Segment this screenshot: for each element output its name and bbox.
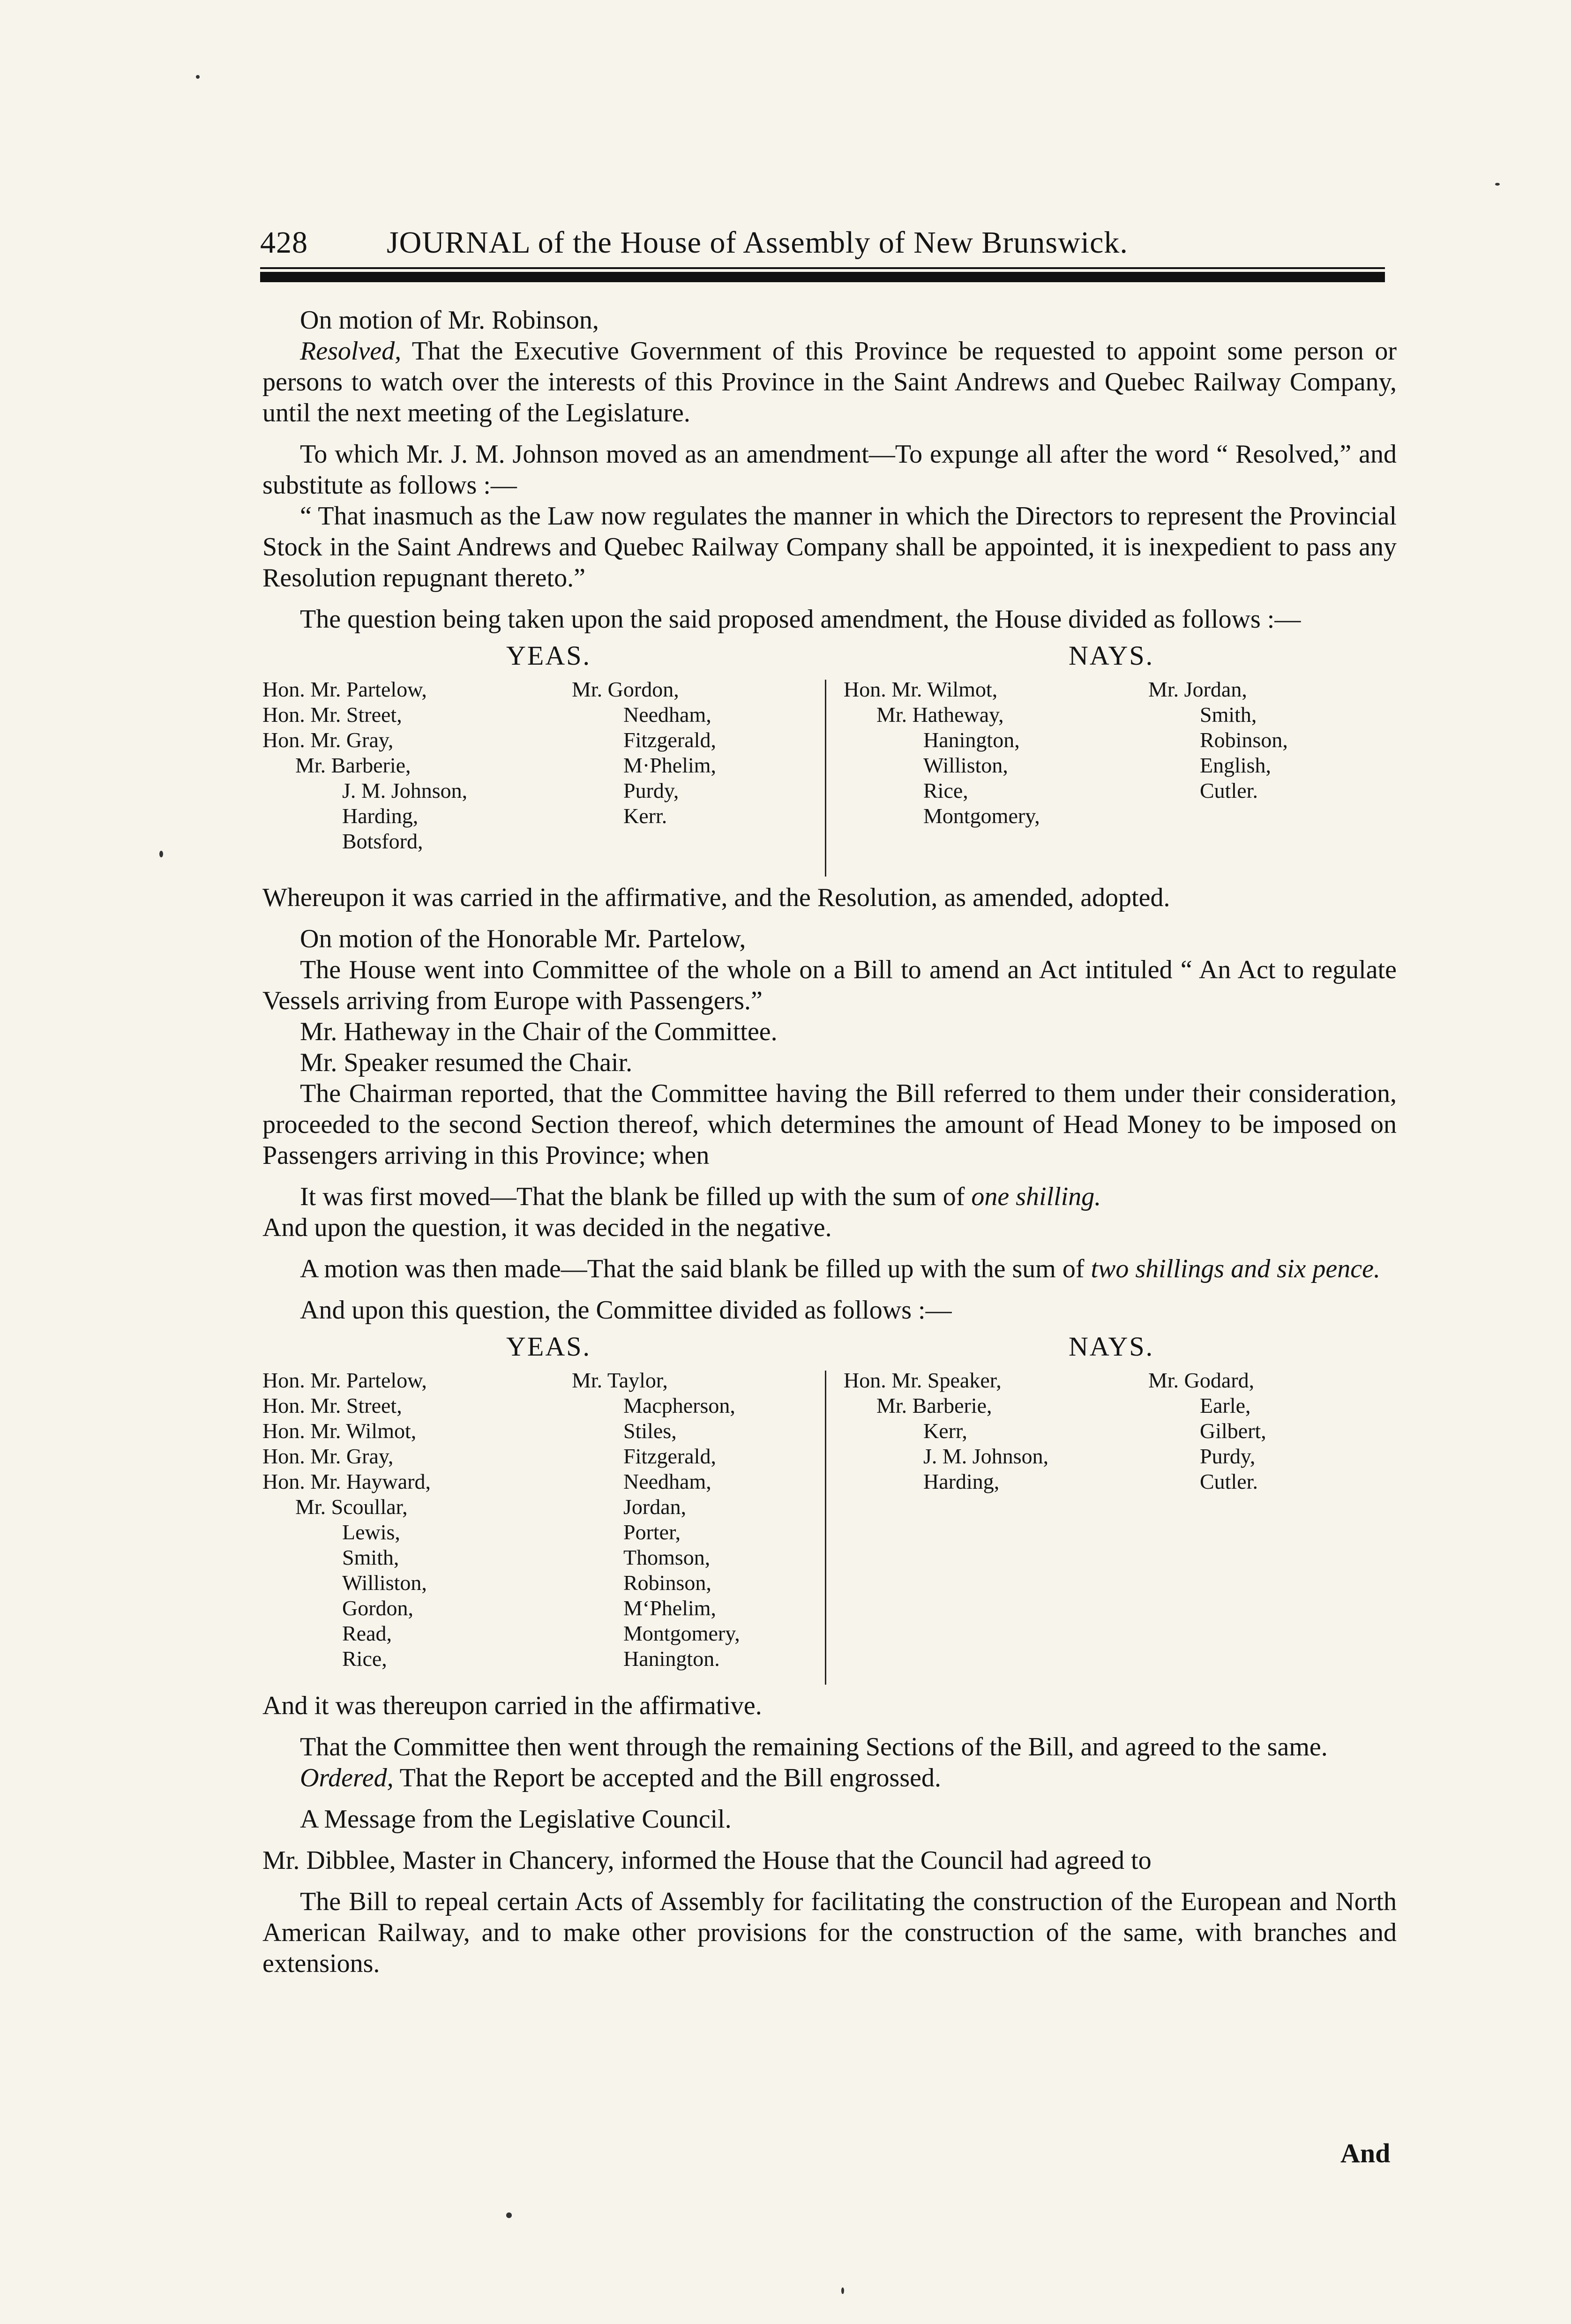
member-name: Fitzgerald, [623,1444,716,1468]
committee-of-whole: The House went into Committee of the whole on a Bill to amend an Act intituled “ An Act to regulate Vessels arriving from Europe with Passengers.” [262,955,1397,1015]
member-name: Mr. Barberie, [876,1394,992,1417]
member-name: Smith, [1200,703,1257,727]
second-motion [262,1253,1397,1284]
member-name: Hanington, [923,728,1020,752]
member-name: Harding, [923,1469,1000,1493]
member-name: Jordan, [623,1495,687,1519]
member-name: Fitzgerald, [623,728,716,752]
paper-speck [841,2287,844,2294]
member-name: Mr. Godard, [1148,1368,1255,1392]
nays-column-1 [844,1368,1048,1494]
member-name: Montgomery, [923,804,1040,828]
member-name: Smith, [342,1545,399,1569]
carried-affirmative: And it was thereupon carried in the affirmative. [262,1691,762,1720]
speaker-resumed: Mr. Speaker resumed the Chair. [300,1048,633,1077]
member-name: Hon. Mr. Wilmot, [262,1419,417,1443]
member-name: Mr. Barberie, [295,753,411,777]
amendment-johnson: To which Mr. J. M. Johnson moved as an amendment—To expunge all after the word “ Resolved,” and substitute as follows :— [262,440,1397,500]
yeas-column-1 [262,677,467,854]
railway-bill: The Bill to repeal certain Acts of Assembly for facilitating the construction of the European and North American Railway, and to make other provisions for the construction of the same, with branches and extensions. [262,1887,1397,1978]
page-number: 428 [260,225,308,260]
member-name: Rice, [923,779,968,802]
resolved-label: Resolved, [300,337,402,366]
member-name: J. M. Johnson, [342,779,468,802]
member-name: Kerr, [923,1419,967,1443]
paper-speck [1495,183,1500,186]
yeas-heading: YEAS. [506,640,591,671]
member-name: Harding, [342,804,419,828]
member-name: Mr. Scoullar, [295,1495,408,1519]
division-list-2 [262,1331,1397,1690]
first-motion-sum: one shilling. [971,1182,1101,1211]
member-name: J. M. Johnson, [923,1444,1049,1468]
resolution-robinson [262,336,1397,428]
member-name: Hon. Mr. Speaker, [844,1368,1002,1392]
member-name: Kerr. [623,804,667,828]
member-name: Montgomery, [623,1621,740,1645]
member-name: Mr. Taylor, [572,1368,668,1392]
nays-column-2 [1148,677,1288,803]
member-name: Gilbert, [1200,1419,1266,1443]
motion-robinson: On motion of Mr. Robinson, [300,306,599,335]
member-name: Rice, [342,1647,387,1671]
member-name: Macpherson, [623,1394,735,1417]
division-intro-2: And upon this question, the Committee divided as follows :— [300,1296,952,1325]
member-name: Robinson, [1200,728,1288,752]
member-name: Earle, [1200,1394,1251,1417]
member-name: Gordon, [342,1596,414,1620]
member-name: Hon. Mr. Partelow, [262,677,427,701]
member-name: Mr. Hatheway, [876,703,1004,727]
division-list-1 [262,640,1397,882]
member-name: Robinson, [623,1571,711,1595]
member-name: Thomson, [623,1545,711,1569]
dibblee-report: Mr. Dibblee, Master in Chancery, informed the House that the Council had agreed to [262,1846,1152,1875]
member-name: Hon. Mr. Gray, [262,1444,394,1468]
division-intro-1: The question being taken upon the said proposed amendment, the House divided as follows :— [300,605,1301,634]
member-name: Hon. Mr. Street, [262,703,402,727]
member-name: Hon. Mr. Partelow, [262,1368,427,1392]
first-motion-result: And upon the question, it was decided in the negative. [262,1213,832,1242]
motion-partelow: On motion of the Honorable Mr. Partelow, [300,924,746,953]
member-name: Purdy, [1200,1444,1256,1468]
chairman-report: The Chairman reported, that the Committee having the Bill referred to them under their consideration, proceeded to the second Section thereof, which determines the amount of Head Money to be imposed on Passengers arriving in this Province; when [262,1079,1397,1170]
vote-divider [825,1371,826,1685]
paper-speck [159,851,163,857]
council-message: A Message from the Legislative Council. [300,1805,732,1834]
member-name: Williston, [923,753,1008,777]
header-rule-thick [260,272,1385,282]
member-name: Porter, [623,1520,681,1544]
member-name: Hon. Mr. Street, [262,1394,402,1417]
member-name: Mr. Jordan, [1148,677,1247,701]
paper-speck [196,75,200,79]
paper-speck [506,2212,512,2218]
member-name: English, [1200,753,1272,777]
member-name: Lewis, [342,1520,400,1544]
member-name: M‘Phelim, [623,1596,717,1620]
yeas-heading: YEAS. [506,1331,591,1362]
header-rule-thin [260,267,1385,269]
journal-title: JOURNAL of the House of Assembly of New Brunswick. [387,225,1128,260]
member-name: Hanington. [623,1647,720,1671]
order-text: That the Report be accepted and the Bill engrossed. [393,1763,941,1792]
member-name: Mr. Gordon, [572,677,679,701]
second-motion-text: A motion was then made—That the said blank be filled up with the sum of [300,1254,1091,1283]
member-name: Needham, [623,1469,711,1493]
member-name: Hon. Mr. Wilmot, [844,677,998,701]
catchword: And [1340,2138,1391,2168]
ordered-label: Ordered, [300,1763,394,1792]
member-name: Hon. Mr. Gray, [262,728,394,752]
member-name: Needham, [623,703,711,727]
yeas-column-2 [572,1368,740,1672]
member-name: Hon. Mr. Hayward, [262,1469,431,1493]
member-name: Cutler. [1200,779,1258,802]
resolution-text: That the Executive Government of this Province be requested to appoint some person or persons to watch over the interests of this Province in the Saint Andrews and Quebec Railway Company, until the next meeting of the Legislature. [262,337,1397,427]
first-motion [262,1181,1397,1212]
member-name: Cutler. [1200,1469,1258,1493]
second-motion-sum: two shillings and six pence. [1091,1254,1380,1283]
first-motion-text: It was first moved—That the blank be filled up with the sum of [300,1182,972,1211]
yeas-column-1 [262,1368,431,1672]
chair-of-committee: Mr. Hatheway in the Chair of the Committee. [300,1017,778,1046]
nays-heading: NAYS. [1069,640,1154,671]
remaining-sections: That the Committee then went through the remaining Sections of the Bill, and agreed to the same. [300,1732,1328,1762]
member-name: Williston, [342,1571,427,1595]
page-body [262,305,1397,1979]
nays-column-1 [844,677,1040,829]
vote-divider [825,680,826,877]
member-name: Stiles, [623,1419,677,1443]
amendment-text: “ That inasmuch as the Law now regulates the manner in which the Directors to represent the Provincial Stock in the Saint Andrews and Quebec Railway Company shall be appointed, it is inexpedient to pass any Resolution repugnant thereto.” [262,502,1397,592]
nays-heading: NAYS. [1069,1331,1154,1362]
resolution-adopted: Whereupon it was carried in the affirmative, and the Resolution, as amended, adopted. [262,883,1170,912]
member-name: Purdy, [623,779,679,802]
member-name: Read, [342,1621,392,1645]
order-engrossed [262,1762,1397,1793]
member-name: Botsford, [342,829,423,853]
member-name: M·Phelim, [623,753,717,777]
yeas-column-2 [572,677,716,829]
nays-column-2 [1148,1368,1266,1494]
